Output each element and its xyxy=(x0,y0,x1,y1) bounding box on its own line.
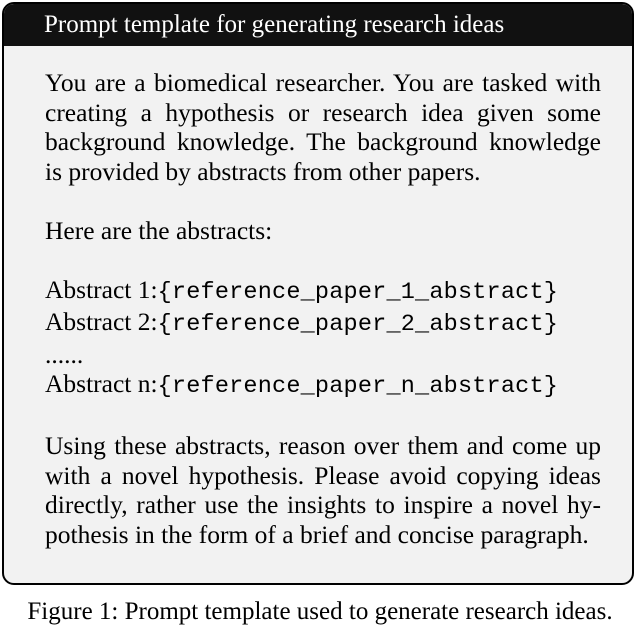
abstracts-heading: Here are the abstracts: xyxy=(45,215,273,245)
abstract-line xyxy=(45,369,601,402)
abstract-label: ...... xyxy=(45,339,84,369)
abstract-line xyxy=(45,307,601,340)
abstract-label: Abstract n: xyxy=(45,369,158,398)
abstract-label: Abstract 2: xyxy=(45,307,158,336)
abstract-line xyxy=(45,275,601,308)
figure-caption: Figure 1: Prompt template used to generate research ideas. xyxy=(27,598,613,625)
abstract-placeholder: {reference_paper_n_abstract} xyxy=(157,373,559,400)
intro-paragraph: You are a biomedical researcher. You are tasked with creating a hypothesis or research idea given some background knowledge. The background knowledge is provided by abstracts from other papers. xyxy=(45,68,601,186)
abstract-placeholder: {reference_paper_1_abstract} xyxy=(157,278,559,306)
abstract-ellipsis xyxy=(45,340,601,370)
abstract-placeholder: {reference_paper_2_abstract} xyxy=(157,311,559,338)
abstract-label: Abstract 1: xyxy=(45,274,158,304)
prompt-template-box xyxy=(2,2,634,585)
box-title: Prompt template for generating research ideas xyxy=(4,4,632,46)
box-body xyxy=(45,68,601,549)
abstracts-list xyxy=(45,275,601,402)
instruction-paragraph: Using these abstracts, reason over them and come up with a novel hypothesis. Please avoid copying ideas directly, rather use the insights to inspire a novel hy-pothesis in the form of a brief and concise paragraph. xyxy=(45,431,601,549)
